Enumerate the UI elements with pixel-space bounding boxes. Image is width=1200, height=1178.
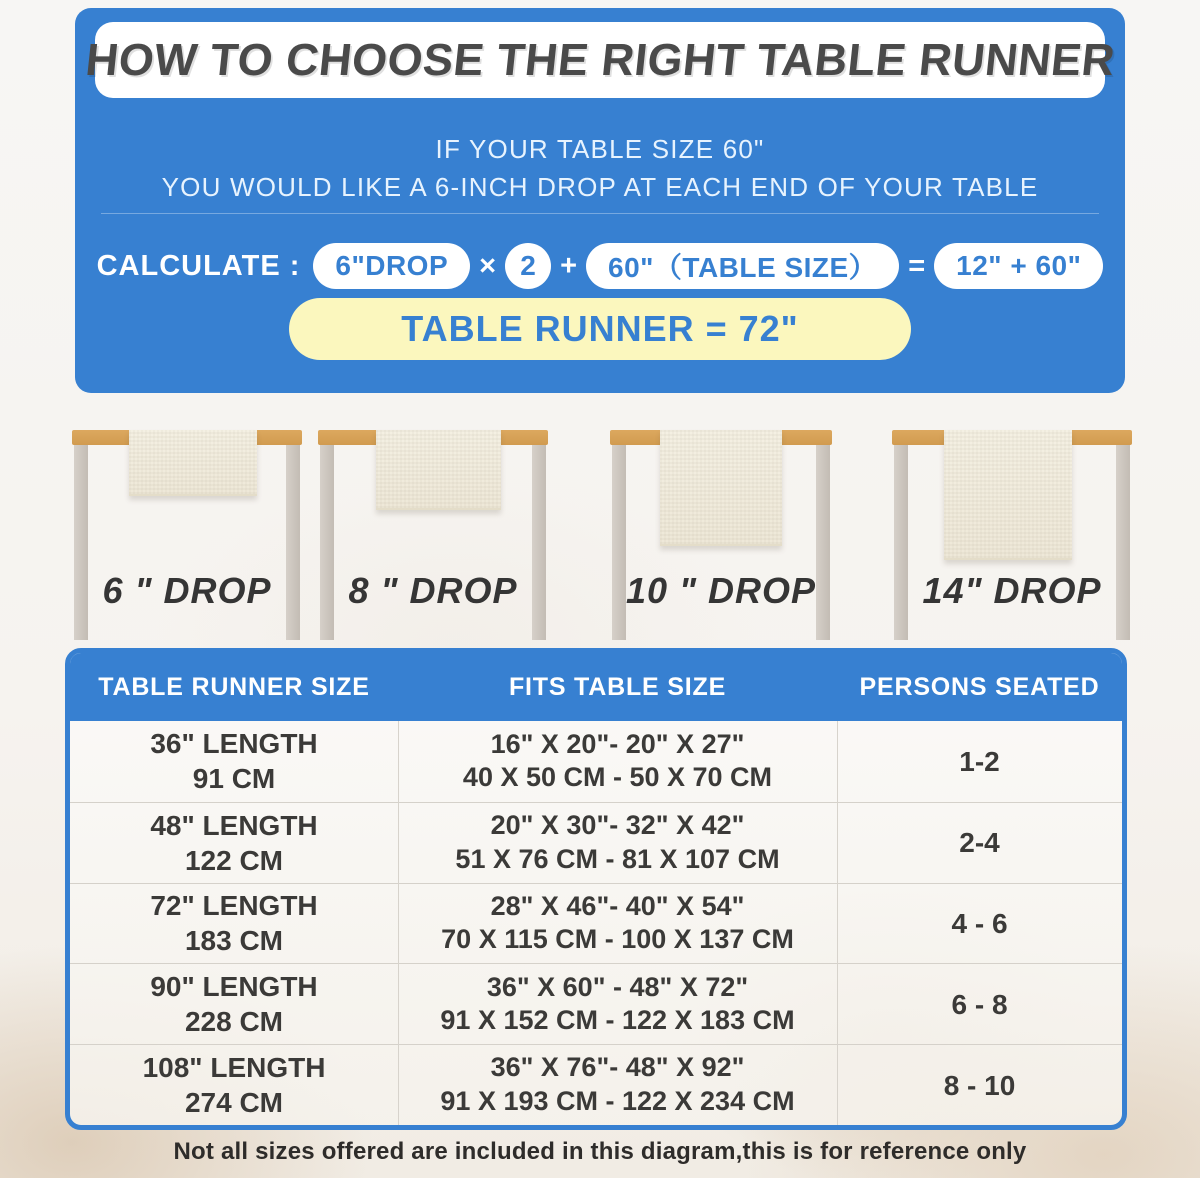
persons-cell: 4 - 6 bbox=[951, 907, 1008, 939]
drop-label: 8 " DROP bbox=[348, 570, 518, 611]
column-header-fits-size: FITS TABLE SIZE bbox=[508, 672, 727, 701]
column-divider bbox=[837, 721, 838, 1125]
drop-examples-section bbox=[0, 393, 1200, 648]
fits-size-cell: 36" X 76"- 48" X 92" 91 X 193 CM - 122 X 234 CM bbox=[440, 1052, 795, 1117]
fits-size-cell: 16" X 20"- 20" X 27" 40 X 50 CM - 50 X 70 CM bbox=[462, 728, 773, 793]
table-illustration-8in bbox=[318, 430, 548, 648]
table-illustration-10in bbox=[610, 430, 832, 648]
runner-result-text: TABLE RUNNER = 72" bbox=[401, 308, 799, 349]
runner-drape bbox=[660, 430, 782, 546]
runner-size-cell: 108" LENGTH 274 CM bbox=[142, 1052, 326, 1119]
persons-cell: 1-2 bbox=[959, 745, 1000, 777]
table-row bbox=[70, 1044, 1122, 1125]
runner-drape bbox=[129, 430, 257, 496]
plus-sign: + bbox=[560, 249, 577, 282]
equals-sign: = bbox=[908, 249, 926, 282]
persons-cell: 2-4 bbox=[959, 827, 1000, 859]
table-row bbox=[70, 802, 1122, 883]
drop-label: 10 " DROP bbox=[625, 570, 817, 611]
drop-label: 14" DROP bbox=[922, 570, 1102, 611]
runner-size-cell: 72" LENGTH 183 CM bbox=[150, 890, 318, 957]
runner-result-pill bbox=[289, 298, 911, 360]
table-illustration-6in bbox=[72, 430, 302, 648]
drop-label: 6 " DROP bbox=[102, 570, 272, 611]
footnote: Not all sizes offered are included in this diagram,this is for reference only bbox=[173, 1138, 1027, 1165]
table-row bbox=[70, 883, 1122, 964]
title-box bbox=[82, 22, 1118, 98]
fits-size-cell: 28" X 46"- 40" X 54" 70 X 115 CM - 100 X 137 CM bbox=[441, 890, 794, 955]
table-illustration-14in bbox=[892, 430, 1132, 648]
runner-drape bbox=[376, 430, 501, 510]
column-header-persons: PERSONS SEATED bbox=[859, 672, 1100, 701]
size-table-panel bbox=[65, 648, 1127, 1130]
size-table-header bbox=[70, 653, 1122, 721]
intro-line-1: IF YOUR TABLE SIZE 60" bbox=[435, 134, 765, 164]
sum-pill: 12" + 60" bbox=[934, 243, 1103, 289]
drop-pill: 6"DROP bbox=[313, 243, 470, 289]
runner-drape bbox=[944, 430, 1072, 560]
fits-size-cell: 20" X 30"- 32" X 42" 51 X 76 CM - 81 X 107 CM bbox=[455, 809, 780, 874]
table-row bbox=[70, 721, 1122, 802]
page-title: HOW TO CHOOSE THE RIGHT TABLE RUNNER bbox=[82, 34, 1118, 85]
intro-line-2: YOU WOULD LIKE A 6-INCH DROP AT EACH END OF YOUR TABLE bbox=[161, 172, 1039, 202]
runner-size-cell: 36" LENGTH 91 CM bbox=[150, 728, 318, 795]
runner-size-cell: 48" LENGTH 122 CM bbox=[150, 809, 318, 876]
header-panel bbox=[75, 8, 1125, 393]
calculate-label: CALCULATE : bbox=[96, 249, 301, 282]
column-divider bbox=[398, 721, 399, 1125]
persons-cell: 6 - 8 bbox=[951, 988, 1008, 1020]
divider-line bbox=[101, 213, 1099, 214]
fits-size-cell: 36" X 60" - 48" X 72" 91 X 152 CM - 122 X 183 CM bbox=[440, 971, 795, 1036]
size-table-body bbox=[70, 721, 1122, 1125]
table-row bbox=[70, 963, 1122, 1044]
calculation-row bbox=[87, 242, 1113, 290]
runner-size-cell: 90" LENGTH 228 CM bbox=[150, 971, 318, 1038]
persons-cell: 8 - 10 bbox=[943, 1069, 1016, 1101]
column-header-runner-size: TABLE RUNNER SIZE bbox=[98, 672, 370, 701]
table-size-pill: 60"（TABLE SIZE） bbox=[586, 243, 899, 289]
multiplier-badge: 2 bbox=[505, 243, 551, 289]
multiply-sign: × bbox=[479, 249, 497, 282]
